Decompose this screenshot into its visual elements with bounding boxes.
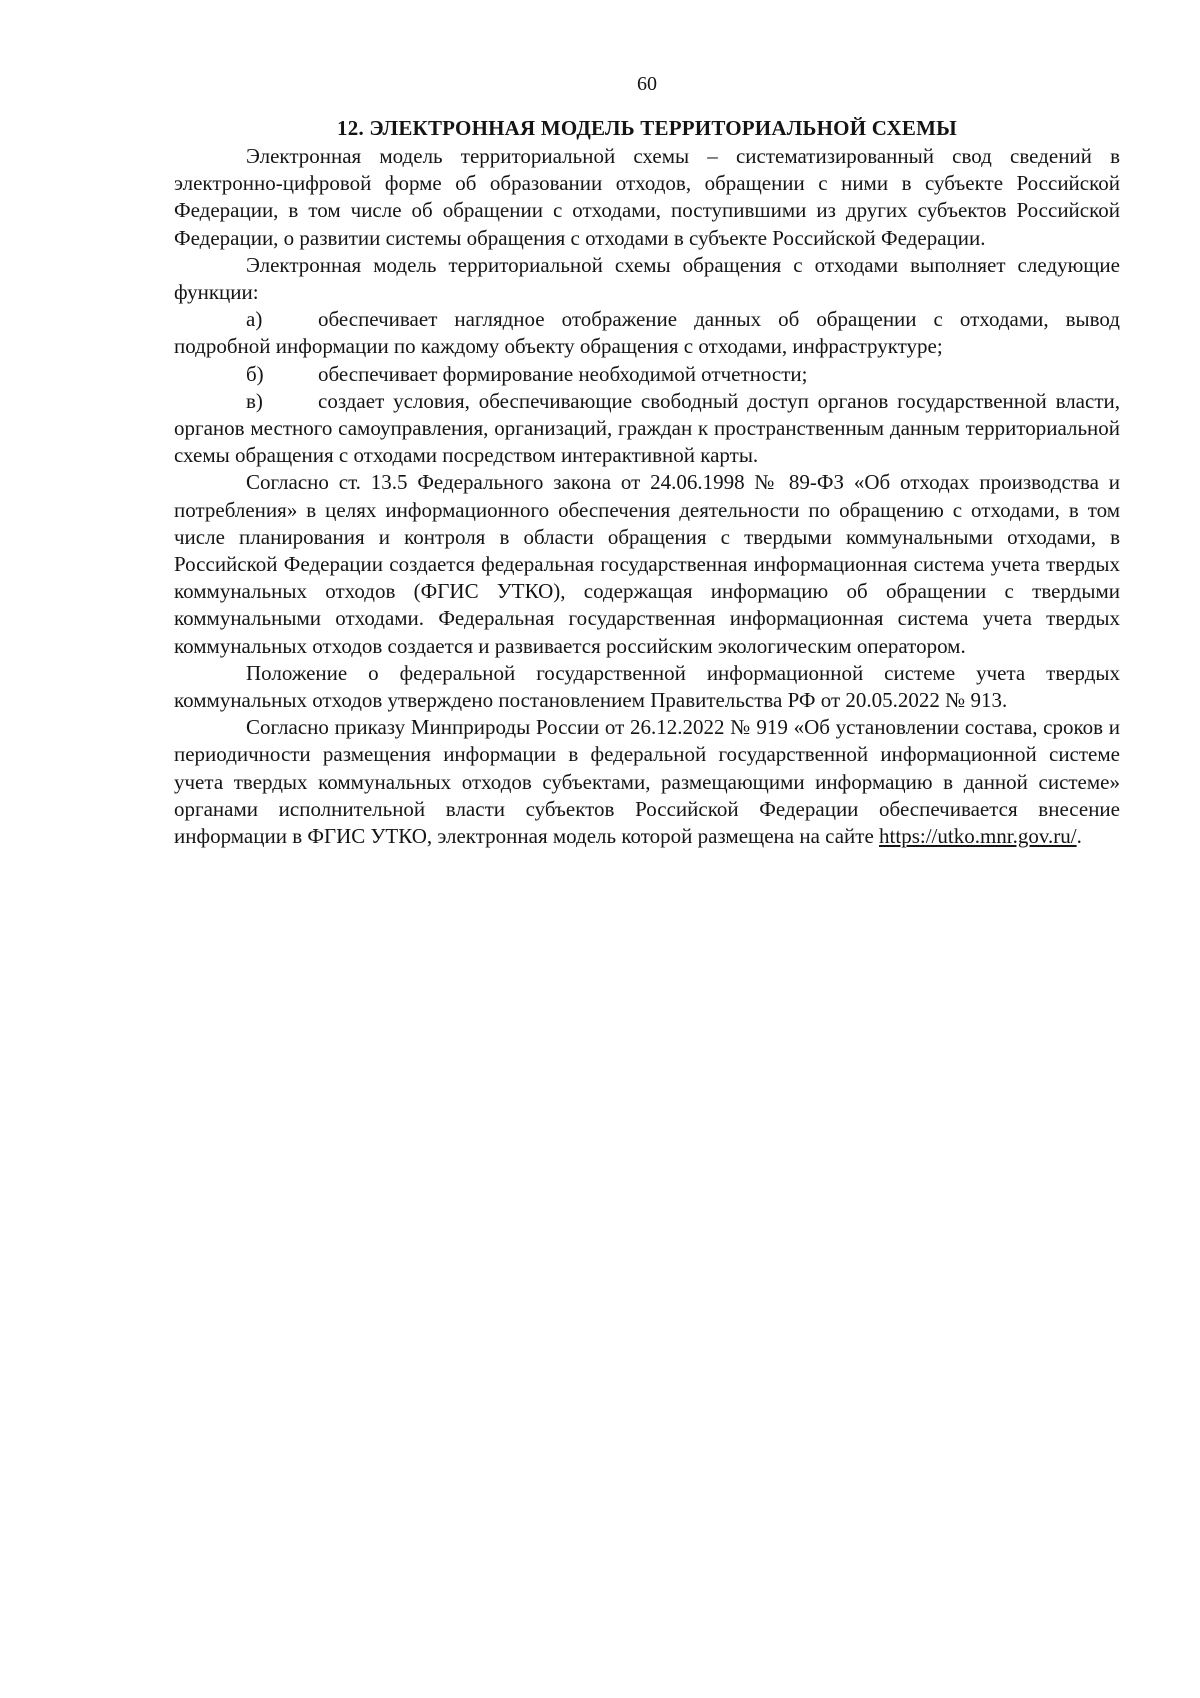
page-number: 60 <box>637 73 657 95</box>
list-item <box>174 361 1120 388</box>
paragraph-regulation: Положение о федеральной государственной информационной системе учета твердых коммунальных отходов утверждено постановлением Правительства РФ от 20.05.2022 № 913. <box>174 660 1120 713</box>
list-item-marker: а) <box>246 307 263 332</box>
paragraph-order-text: Согласно приказу Минприроды России от 26.12.2022 № 919 «Об установлении состава, сроков и периодичности размещения информации в федеральной государственной информационной системе учета твердых коммунальных отходов субъектами, размещающими информацию в данной системе» органами исполнительной власти субъектов Российской Федерации обеспечивается внесение информации в ФГИС УТКО, электронная модель которой размещена на сайте <box>174 715 1120 849</box>
paragraph-order-end: . <box>1076 824 1082 849</box>
list-item-text: создает условия, обеспечивающие свободный доступ органов государственной власти, органов местного самоуправления, организаций, граждан к пространственным данным территориальной схемы обращения с отходами посредством интерактивной карты. <box>174 388 1120 468</box>
list-item <box>174 306 1120 360</box>
list-item-marker: в) <box>246 388 263 413</box>
section-title: 12. ЭЛЕКТРОННАЯ МОДЕЛЬ ТЕРРИТОРИАЛЬНОЙ СХЕМЫ <box>337 116 957 140</box>
paragraph-definition: Электронная модель территориальной схемы – систематизированный свод сведений в электронно-цифровой форме об образовании отходов, обращении с ними в субъекте Российской Федерации, в том числе об обращении с отходами, поступившими из других субъектов Российской Федерации, о развитии системы обращения с отходами в субъекте Российской Федерации. <box>174 144 1120 250</box>
list-item-text: обеспечивает формирование необходимой отчетности; <box>318 361 808 386</box>
paragraph-order <box>174 714 1120 850</box>
list-item-marker: б) <box>246 361 264 386</box>
utko-website-link[interactable]: https://utko.mnr.gov.ru/ <box>879 824 1077 849</box>
list-item <box>174 388 1120 470</box>
list-item-text: обеспечивает наглядное отображение данных об обращении с отходами, вывод подробной информации по каждому объекту обращения с отходами, инфраструктуре; <box>174 307 1120 359</box>
body-text <box>174 143 1120 850</box>
paragraph-functions-intro: Электронная модель территориальной схемы обращения с отходами выполняет следующие функции: <box>174 252 1120 305</box>
paragraph-federal-law: Согласно ст. 13.5 Федерального закона от 24.06.1998 № 89-ФЗ «Об отходах производства и потребления» в целях информационного обеспечения деятельности по обращению с отходами, в том числе планирования и контроля в области обращения с твердыми коммунальными отходами, в Российской Федерации создается федеральная государственная информационная система учета твердых коммунальных отходов (ФГИС УТКО), содержащая информацию об обращении с твердыми коммунальными отходами. Федеральная государственная информационная система учета твердых коммунальных отходов создается и развивается российским экологическим оператором. <box>174 470 1120 658</box>
